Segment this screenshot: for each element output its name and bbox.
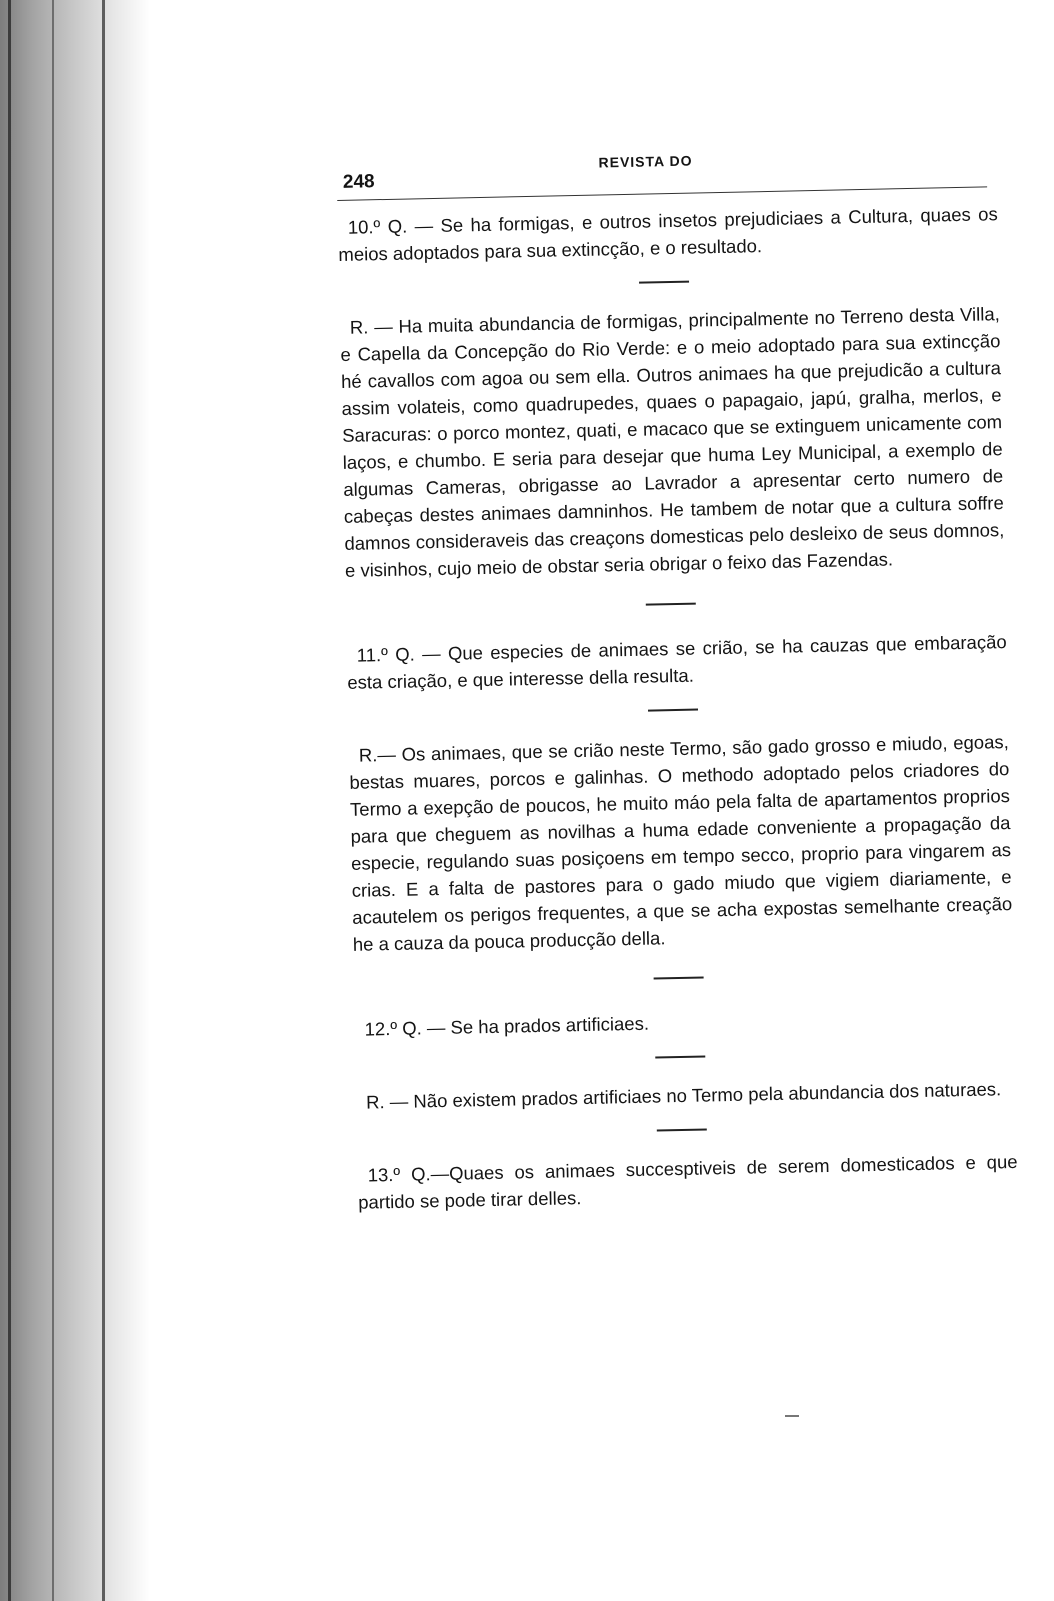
separator-rule [655, 1055, 705, 1058]
page-header [336, 126, 997, 193]
book-binding-shadow [0, 0, 150, 1601]
separator-rule [648, 709, 698, 712]
header-rule [337, 186, 987, 201]
answer-10: R. — Ha muita abundancia de formigas, principalmente no Terreno desta Villa, e Capella da Concepção do Rio Verde: e o meio adoptado para sua extincção hé cavallos com agoa ou sem ella. Outros animaes ha que prejudicão a cultura assim volateis, como quadrupedes, quaes o papagaio, japú, gralha, merlos, e Saracuras: o porco montez, quati, e macaco que se extinguem unicamente com laços, e chumbo. E seria para desejar que huma Ley Municipal, a exemplo de algumas Cameras, obrigasse ao Lavrador a apresentar certo numero de cabeças destes animaes damninhos. He tambem de notar que a cultura soffre damnos consideraveis das creaçons domesticas pelo desleixo de seus domnos, e visinhos, cujo meio de obstar seria obrigar o feixo das Fazendas. [340, 303, 1005, 581]
question-13: 13.º Q.—Quaes os animaes succesptiveis de serem domesticados e que partido se pode tirar delles. [358, 1150, 1018, 1213]
question-10: 10.º Q. — Se ha formigas, e outros insetos prejudiciaes a Cultura, quaes os meios adoptados para sua extincção, e o resultado. [338, 203, 998, 265]
running-title: REVISTA DO [598, 152, 693, 171]
page-number: 248 [342, 171, 375, 193]
separator-rule [657, 1128, 707, 1131]
question-11: 11.º Q. — Que especies de animaes se crião, se ha cauzas que embaração esta criação, e que interesse della resulta. [347, 631, 1007, 693]
question-12: 12.º Q. — Se ha prados artificiaes. [364, 1012, 650, 1040]
binding-edge-line [102, 0, 105, 1601]
separator-rule [654, 976, 704, 979]
ink-speck [785, 1415, 799, 1417]
separator-rule [646, 603, 696, 606]
separator-rule [639, 281, 689, 284]
document-page [336, 126, 1018, 1216]
binding-edge-line [8, 0, 11, 1601]
page-body [338, 200, 1019, 1216]
answer-11: R.— Os animaes, que se crião neste Termo, são gado grosso e miudo, egoas, bestas muares, porcos e galinhas. O methodo adoptado pelos criadores do Termo a exepção de poucos, he muito máo pela falta de apartamentos proprios para que cheguem as novilhas a huma edade conveniente a propagação da especie, regulando suas posiçoens em tempo secco, proprio para vingarem as crias. E a falta de pastores para o gado miudo que vigiem diariamente, e acautelem os perigos frequentes, a que se acha expostas semelhante creação he a cauza da pouca producção della. [349, 731, 1013, 955]
answer-12: R. — Não existem prados artificiaes no Termo pela abundancia dos naturaes. [365, 1078, 1002, 1113]
binding-edge-line [52, 0, 54, 1601]
